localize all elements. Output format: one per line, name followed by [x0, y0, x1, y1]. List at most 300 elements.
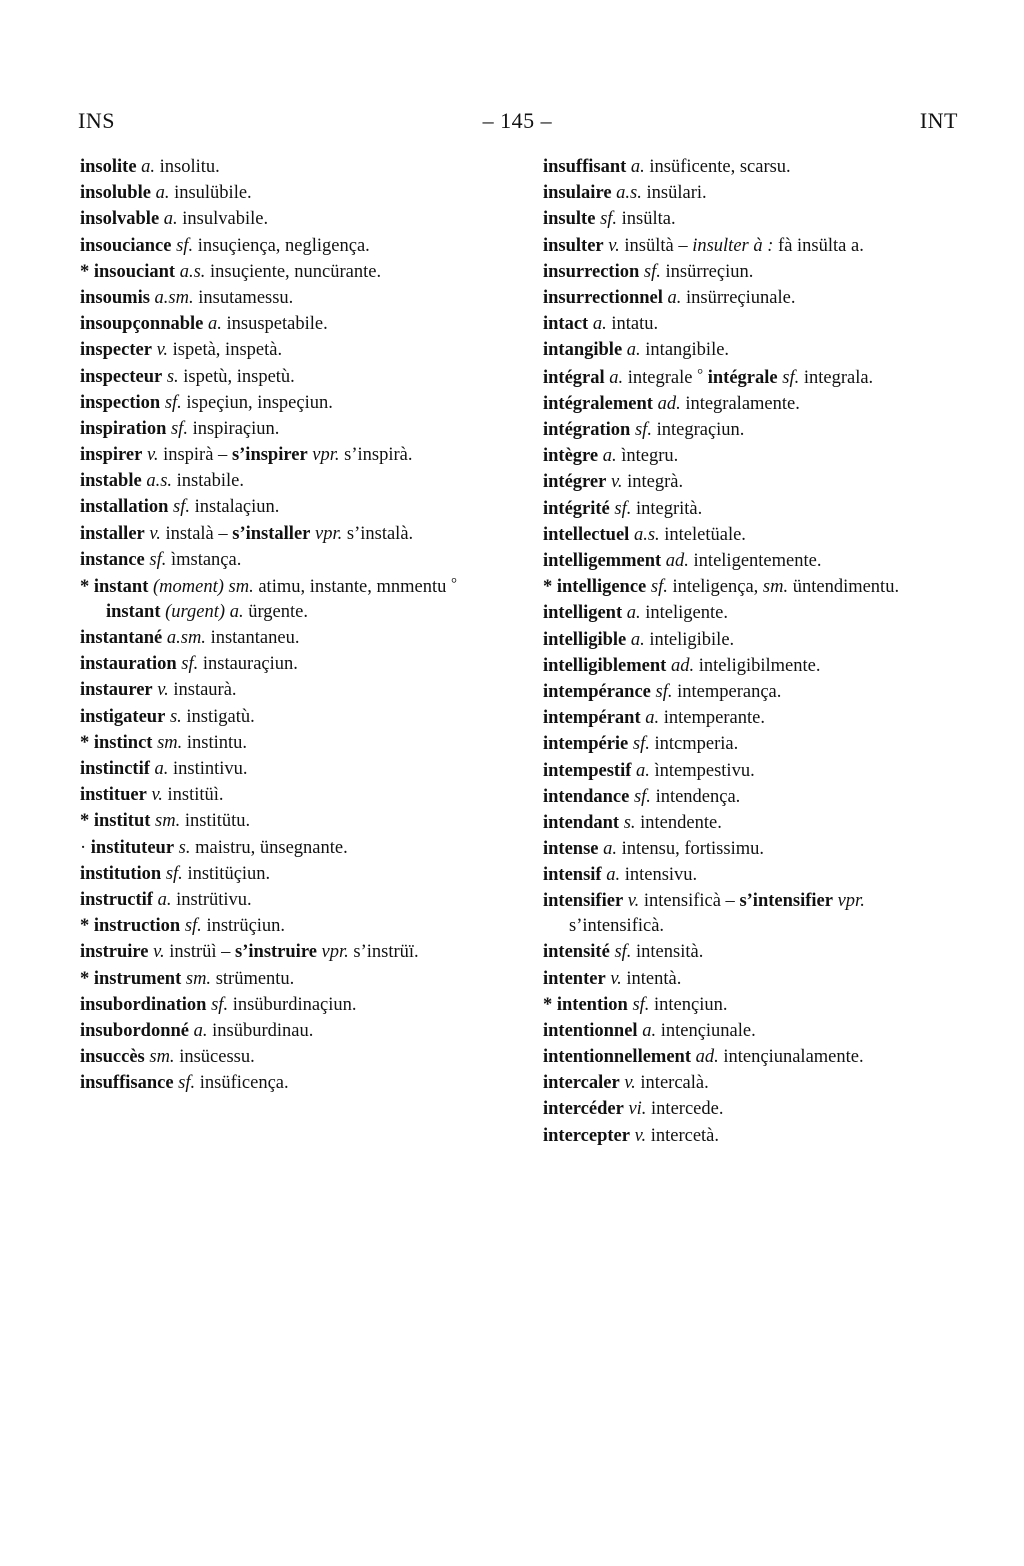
entry-headword: intelligiblement	[543, 655, 667, 676]
entry-grammar-label: sm.	[223, 577, 254, 598]
entry-translation: atimu, instante, mnmentu	[253, 577, 452, 598]
entry-headword: inspection	[80, 392, 161, 413]
entry-star-marker: *	[543, 577, 557, 598]
entry-grammar-label: sf.	[160, 392, 182, 413]
dictionary-entry	[543, 837, 960, 862]
entry-grammar-label: v.	[144, 523, 161, 544]
page-header	[78, 108, 958, 134]
dictionary-entry	[543, 418, 960, 443]
entry-translation: instrüì –	[164, 942, 236, 963]
entry-translation: insülari.	[641, 183, 707, 204]
entry-headword: intendant	[543, 812, 620, 833]
entry-grammar-label: a.	[588, 314, 607, 335]
entry-headword: instituer	[80, 785, 147, 806]
entry-headword: institution	[80, 863, 162, 884]
entry-star-marker: *	[80, 577, 94, 598]
dictionary-entry	[80, 1045, 497, 1070]
entry-grammar-label: a.	[601, 865, 621, 886]
entry-headword: intensif	[543, 865, 602, 886]
entry-headword: insuffisant	[543, 157, 627, 177]
entry-grammar-label: vpr.	[310, 523, 343, 544]
dictionary-entry	[80, 836, 497, 861]
entry-grammar-label: v.	[603, 235, 620, 256]
entry-headword: intègre	[543, 446, 599, 467]
entry-headword: instinct	[93, 732, 153, 753]
entry-grammar-label: a.	[662, 287, 682, 308]
dictionary-entry	[80, 391, 497, 416]
entry-translation: instalà –	[160, 523, 233, 544]
entry-grammar-label: a.	[622, 603, 641, 624]
entry-star-marker: *	[80, 968, 94, 989]
text-columns	[80, 155, 960, 1150]
entry-grammar-label: a.	[598, 446, 617, 467]
dictionary-entry	[543, 1124, 960, 1149]
entry-translation: ispetà, inspetà.	[168, 340, 283, 361]
entry-headword: insuccès	[80, 1047, 145, 1068]
entry-headword: s’installer	[232, 523, 311, 544]
entry-translation: instauraçiun.	[198, 654, 298, 675]
entry-grammar-label: a.	[159, 209, 178, 230]
dictionary-entry	[543, 732, 960, 757]
dictionary-entry	[80, 260, 497, 285]
entry-headword: s’inspirer	[231, 445, 308, 466]
entry-translation: instigatù.	[181, 706, 255, 727]
dictionary-entry	[80, 495, 497, 520]
entry-translation: instaurà.	[168, 680, 237, 701]
entry-headword: instaurer	[80, 680, 153, 701]
entry-translation: insüburdinaçiun.	[228, 994, 357, 1015]
dictionary-entry	[80, 626, 497, 651]
entry-translation: ìntegru.	[616, 446, 679, 467]
entry-grammar-label: a.	[152, 889, 172, 910]
entry-headword: intense	[543, 839, 599, 860]
entry-headword: insoumis	[80, 287, 150, 308]
entry-headword: instituteur	[90, 837, 175, 858]
entry-translation: intendença.	[650, 786, 741, 807]
dictionary-entry	[80, 914, 497, 939]
entry-grammar-label: v.	[619, 1073, 636, 1094]
entry-translation: insürreçiunale.	[681, 287, 796, 308]
entry-grammar-label: sf.	[144, 549, 167, 570]
entry-translation: ürgente.	[243, 601, 308, 622]
dictionary-entry	[80, 365, 497, 390]
entry-headword: institut	[93, 811, 151, 832]
entry-grammar-label: sf.	[650, 681, 673, 702]
entry-grammar-label: a.	[150, 183, 170, 204]
entry-grammar-label: a.	[626, 157, 645, 177]
entry-grammar-label: sf.	[609, 942, 632, 963]
dictionary-entry	[543, 940, 960, 965]
entry-translation: instintu.	[182, 732, 248, 753]
entry-grammar-label: a.	[149, 759, 169, 779]
entry-translation: insuçiente, nuncürante.	[205, 261, 382, 282]
entry-translation: intensu, fortissimu.	[617, 839, 764, 860]
entry-translation: ispetù, inspetù.	[178, 366, 295, 387]
entry-translation: maistru, ünsegnante.	[190, 837, 348, 858]
entry-grammar-label: a.s.	[629, 524, 660, 545]
dictionary-entry	[543, 993, 960, 1018]
entry-grammar-label: sf.	[630, 420, 652, 441]
entry-headword: instrument	[93, 968, 182, 989]
entry-headword: intentionnel	[543, 1020, 638, 1041]
entry-grammar-label: a.	[631, 760, 650, 781]
entry-star-marker: *	[80, 732, 94, 753]
dictionary-entry	[543, 523, 960, 548]
entry-headword: intelligence	[556, 577, 647, 598]
entry-headword: instructif	[80, 889, 153, 910]
dictionary-entry	[543, 654, 960, 679]
entry-headword: insoupçonnable	[80, 314, 204, 335]
entry-grammar-label: sm.	[152, 732, 183, 753]
entry-headword: insoluble	[80, 183, 151, 204]
entry-translation: inteligibile.	[644, 629, 735, 650]
right-column	[543, 155, 960, 1150]
entry-grammar-label: a.	[626, 629, 645, 650]
entry-translation: insürreçiun.	[660, 261, 754, 282]
entry-headword: intellectuel	[543, 524, 630, 545]
entry-translation: üntendimentu.	[788, 577, 900, 598]
entry-grammar-label: a.	[598, 839, 617, 860]
entry-headword: instant	[106, 601, 161, 622]
running-head-right: INT	[919, 108, 958, 133]
entry-grammar-label: sm.	[144, 1047, 175, 1068]
entry-translation: fà insülta a.	[773, 235, 864, 256]
entry-grammar-label: vpr.	[832, 891, 865, 912]
entry-grammar-label: a.	[637, 1020, 657, 1041]
dictionary-entry	[543, 338, 960, 363]
dictionary-entry	[543, 181, 960, 206]
entry-translation: insültà –	[619, 235, 693, 256]
entry-grammar-label: a.	[604, 367, 624, 388]
entry-headword: inspecteur	[80, 366, 163, 387]
entry-grammar-label: ad.	[661, 551, 689, 571]
dictionary-entry	[80, 234, 497, 259]
entry-grammar-label: sf.	[646, 577, 668, 598]
dictionary-entry	[80, 731, 497, 756]
entry-grammar-label: ad.	[666, 655, 695, 676]
dictionary-entry	[80, 181, 497, 206]
entry-translation: inteligente.	[640, 603, 728, 624]
entry-headword: instant	[93, 577, 149, 598]
entry-grammar-label: sf.	[639, 261, 661, 282]
dictionary-entry	[543, 1019, 960, 1044]
entry-translation: insüficença.	[195, 1073, 289, 1094]
entry-translation: intercetà.	[646, 1125, 720, 1146]
entry-headword: insuffisance	[80, 1073, 174, 1094]
dictionary-entry	[543, 863, 960, 888]
dictionary-entry	[543, 497, 960, 522]
dictionary-entry	[543, 967, 960, 992]
entry-grammar-label: v.	[606, 472, 623, 493]
entry-headword: installation	[80, 497, 169, 518]
entry-translation: intercede.	[646, 1099, 724, 1120]
entry-translation: instrüçiun.	[201, 916, 286, 937]
entry-grammar-label: v.	[629, 1125, 647, 1146]
entry-translation: inteligentemente.	[688, 551, 822, 571]
dictionary-entry	[543, 1045, 960, 1070]
entry-translation: instalaçiun.	[190, 497, 280, 518]
dictionary-entry	[543, 889, 960, 938]
entry-translation: inspirà –	[158, 445, 232, 466]
entry-grammar-label: sf.	[173, 1073, 196, 1094]
entry-headword: insolite	[80, 157, 137, 177]
entry-headword: intégrer	[543, 472, 607, 493]
entry-headword: instance	[80, 549, 145, 570]
entry-translation: s’instalà.	[342, 523, 414, 544]
dictionary-entry	[80, 967, 497, 992]
entry-headword: intempérie	[543, 734, 629, 755]
dictionary-entry	[543, 312, 960, 337]
entry-grammar-label: a.	[203, 314, 222, 335]
entry-grammar-label: sf.	[166, 418, 188, 439]
entry-translation: intençiunale.	[656, 1020, 756, 1041]
entry-grammar-label: a.s.	[141, 471, 173, 492]
dictionary-entry	[543, 706, 960, 731]
entry-translation: intercalà.	[635, 1073, 709, 1094]
entry-grammar-label: (moment)	[148, 577, 224, 598]
entry-headword: intelligible	[543, 629, 627, 650]
entry-headword: inspirer	[80, 445, 143, 466]
entry-translation: institüì.	[162, 785, 224, 806]
dictionary-entry	[543, 811, 960, 836]
entry-sense-marker: °	[451, 576, 458, 592]
dictionary-entry	[80, 993, 497, 1018]
dictionary-entry	[80, 888, 497, 913]
dictionary-entry	[543, 207, 960, 232]
dictionary-entry	[80, 862, 497, 887]
entry-grammar-label: a.	[225, 601, 244, 622]
entry-grammar-label: sf.	[627, 994, 650, 1015]
dictionary-entry	[80, 312, 497, 337]
dictionary-entry	[80, 757, 497, 782]
entry-grammar-label: v.	[146, 785, 163, 806]
entry-translation: integrà.	[622, 472, 684, 493]
entry-grammar-label: a.	[622, 340, 641, 361]
entry-headword: insolvable	[80, 209, 160, 230]
entry-headword: intempérance	[543, 681, 651, 702]
entry-grammar-label: v.	[605, 968, 622, 989]
entry-dot-marker: ·	[80, 837, 91, 858]
entry-headword: intelligent	[543, 603, 623, 624]
entry-translation: insulübile.	[169, 183, 252, 204]
entry-headword: instigateur	[80, 706, 166, 727]
entry-headword: intégration	[543, 420, 631, 441]
page-number: – 145 –	[482, 108, 553, 133]
entry-translation: intensificà –	[639, 891, 740, 912]
dictionary-entry	[80, 809, 497, 834]
entry-headword: insulaire	[543, 183, 612, 204]
entry-headword: installer	[80, 523, 145, 544]
entry-grammar-label: v.	[148, 942, 165, 963]
dictionary-entry	[543, 1097, 960, 1122]
entry-grammar-label: a.	[640, 708, 660, 729]
entry-headword: instauration	[80, 654, 177, 675]
entry-headword: insurrection	[543, 261, 640, 282]
entry-headword: instantané	[80, 628, 163, 649]
entry-grammar-label: sm.	[762, 577, 789, 598]
dictionary-entry	[543, 759, 960, 784]
entry-translation: intcmperia.	[649, 734, 739, 755]
entry-headword: instable	[80, 471, 142, 492]
entry-translation: intemperante.	[659, 708, 765, 729]
entry-headword: intact	[543, 314, 589, 335]
dictionary-entry	[80, 1071, 497, 1096]
dictionary-entry	[80, 207, 497, 232]
entry-grammar-label: sf.	[206, 994, 229, 1015]
entry-grammar-label: a.	[136, 157, 156, 177]
entry-sense-marker: °	[697, 366, 704, 383]
entry-headword: insurrectionnel	[543, 287, 663, 308]
dictionary-entry	[80, 417, 497, 442]
entry-translation: insuspetabile.	[221, 314, 328, 335]
entry-headword: inspiration	[80, 418, 167, 439]
dictionary-entry	[80, 338, 497, 363]
entry-translation: ìmstança.	[166, 549, 242, 570]
entry-headword: intercaler	[543, 1073, 620, 1094]
entry-headword: intendance	[543, 786, 630, 807]
entry-headword: intempérant	[543, 708, 641, 729]
entry-headword: insouciant	[93, 261, 176, 282]
dictionary-entry	[80, 443, 497, 468]
dictionary-entry	[543, 549, 960, 574]
entry-headword: instruire	[80, 942, 149, 963]
dictionary-entry	[80, 1019, 497, 1044]
dictionary-entry	[80, 286, 497, 311]
entry-translation: insuçiença, negligença.	[193, 235, 370, 256]
dictionary-entry	[80, 469, 497, 494]
entry-translation: ìntempestivu.	[649, 760, 755, 781]
entry-grammar-label: a.sm.	[162, 628, 206, 649]
dictionary-entry	[80, 940, 497, 965]
dictionary-entry	[543, 470, 960, 495]
entry-translation: insücessu.	[174, 1047, 255, 1068]
dictionary-entry	[543, 575, 960, 600]
entry-translation: integrala.	[799, 367, 874, 388]
entry-translation: insüficente, scarsu.	[644, 157, 791, 177]
entry-headword: intégralement	[543, 393, 653, 414]
entry-translation: insülta.	[617, 209, 676, 230]
entry-headword: intelligemment	[543, 551, 662, 571]
entry-translation: integralamente.	[680, 393, 800, 414]
entry-translation: instabile.	[172, 471, 244, 492]
entry-translation: intemperança.	[672, 681, 782, 702]
left-column	[80, 155, 497, 1150]
entry-translation: inspiraçiun.	[187, 418, 280, 439]
entry-headword: s’intensifier	[739, 891, 833, 912]
entry-headword: intercéder	[543, 1099, 624, 1120]
entry-grammar-label: v.	[152, 680, 169, 701]
entry-translation: intensità.	[631, 942, 704, 963]
entry-grammar-label: sf.	[777, 367, 800, 388]
entry-translation: intençiun.	[649, 994, 728, 1015]
entry-headword: insulter	[543, 235, 604, 256]
dictionary-entry	[543, 286, 960, 311]
entry-grammar-label: sm.	[181, 968, 212, 989]
entry-translation: s’inspirà.	[339, 445, 413, 466]
entry-headword: intégrale	[703, 367, 778, 388]
entry-headword: insubordonné	[80, 1020, 189, 1041]
entry-translation: inteligença,	[667, 577, 763, 598]
entry-grammar-label: a.s.	[611, 183, 642, 204]
entry-grammar-label: v.	[151, 340, 169, 361]
entry-grammar-label: sf.	[609, 498, 632, 519]
entry-headword: insouciance	[80, 235, 172, 256]
entry-translation: inteletüale.	[659, 524, 746, 545]
entry-headword: intempestif	[543, 760, 632, 781]
entry-translation: intendente.	[635, 812, 722, 833]
dictionary-entry	[80, 783, 497, 808]
dictionary-entry	[543, 1071, 960, 1096]
entry-headword: instruction	[93, 916, 181, 937]
entry-headword: intentionnellement	[543, 1047, 691, 1068]
dictionary-entry	[80, 548, 497, 573]
entry-translation: institütu.	[180, 811, 251, 832]
entry-headword: intangible	[543, 340, 623, 361]
dictionary-entry	[543, 234, 960, 259]
dictionary-entry	[80, 678, 497, 703]
entry-translation: integrale	[623, 367, 698, 388]
dictionary-entry	[543, 392, 960, 417]
entry-headword: s’instruire	[235, 942, 317, 963]
dictionary-entry	[80, 574, 497, 625]
entry-translation: insolitu.	[155, 157, 220, 177]
entry-star-marker: *	[80, 916, 94, 937]
entry-translation: insüburdinau.	[207, 1020, 314, 1041]
entry-headword: intensité	[543, 942, 610, 963]
dictionary-entry	[543, 260, 960, 285]
entry-headword: insulte	[543, 209, 596, 230]
entry-translation: insulvabile.	[177, 209, 269, 230]
dictionary-entry	[543, 785, 960, 810]
entry-headword: intenter	[543, 968, 606, 989]
entry-translation: instantaneu.	[205, 628, 300, 649]
dictionary-entry	[543, 444, 960, 469]
entry-star-marker: *	[543, 994, 557, 1015]
entry-grammar-label: sm.	[150, 811, 181, 832]
entry-grammar-label: insulter à :	[692, 235, 774, 256]
entry-grammar-label: s.	[165, 706, 182, 727]
running-head-left: INS	[78, 108, 115, 133]
entry-translation: insutamessu.	[193, 287, 294, 308]
dictionary-entry	[543, 680, 960, 705]
entry-grammar-label: sf.	[629, 786, 651, 807]
entry-grammar-label: a.s.	[175, 261, 206, 282]
entry-grammar-label: s.	[174, 837, 191, 858]
entry-translation: s’intensificà.	[569, 916, 665, 937]
entry-grammar-label: sf.	[595, 209, 618, 230]
dictionary-entry	[80, 705, 497, 730]
entry-translation: integrità.	[631, 498, 703, 519]
entry-translation: intentà.	[621, 968, 682, 989]
entry-grammar-label: a.sm.	[149, 287, 194, 308]
entry-headword: intégrité	[543, 498, 610, 519]
dictionary-entry	[543, 155, 960, 180]
entry-translation: institüçiun.	[182, 863, 271, 884]
entry-grammar-label: ad.	[652, 393, 681, 414]
entry-grammar-label: vi.	[623, 1099, 647, 1120]
entry-translation: intensivu.	[620, 865, 698, 886]
entry-grammar-label: sf.	[180, 916, 202, 937]
entry-grammar-label: s.	[619, 812, 636, 833]
dictionary-entry	[543, 601, 960, 626]
entry-translation: integraçiun.	[651, 420, 745, 441]
entry-translation: instintivu.	[168, 759, 248, 779]
entry-translation: s’instrüï.	[348, 942, 419, 963]
entry-grammar-label: s.	[162, 366, 179, 387]
dictionary-entry	[80, 652, 497, 677]
entry-grammar-label: a.	[189, 1020, 208, 1041]
dictionary-entry	[543, 365, 960, 391]
